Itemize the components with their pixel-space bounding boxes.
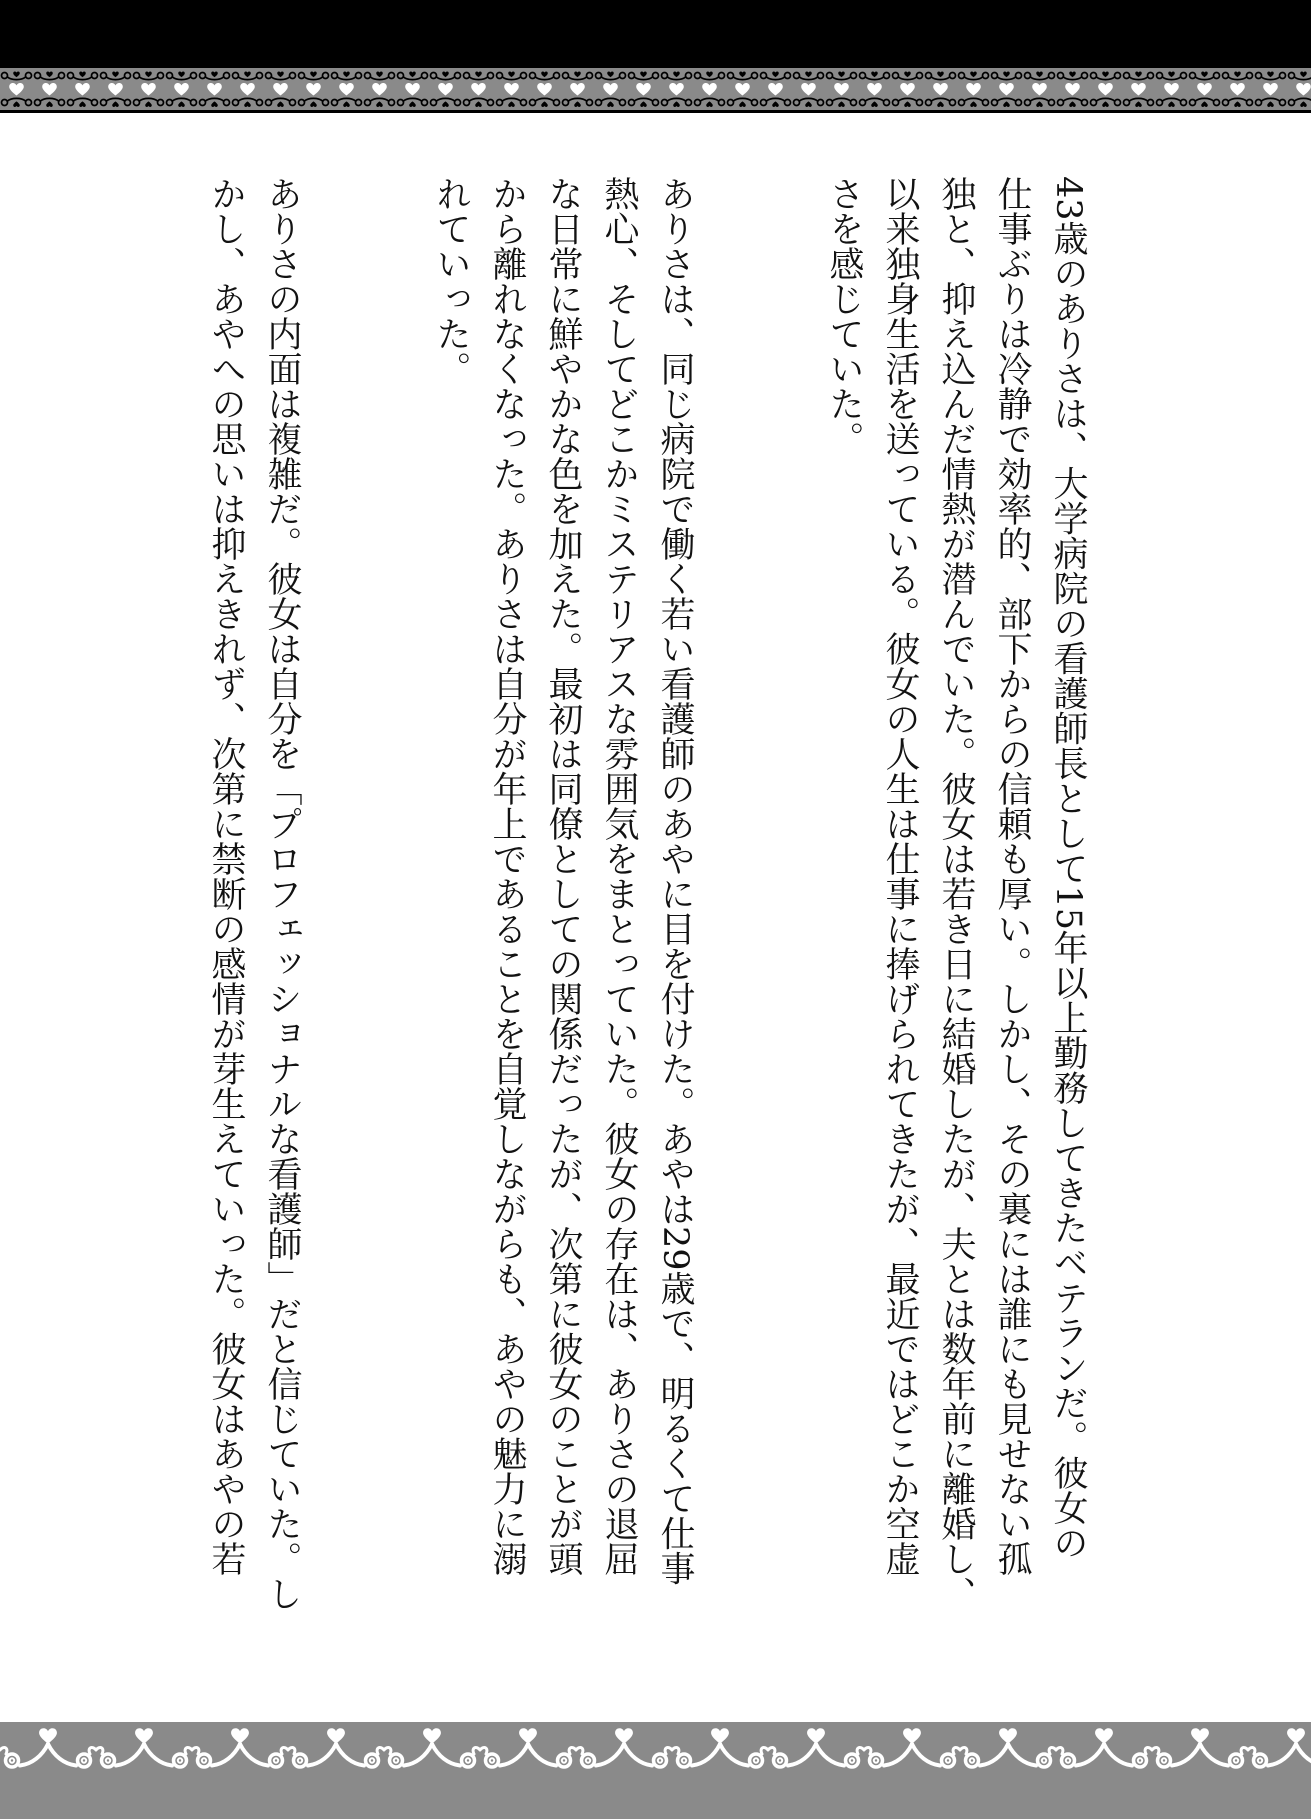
text-line: 43歳のありさは、大学病院の看護師長として15年以上勤務してきたベテランだ。彼女の (1048, 176, 1088, 1561)
text-line: から離れなくなった。ありさは自分が年上であることを自覚しながらも、あやの魅力に溺 (487, 176, 527, 1576)
heart-flourish-border-icon (0, 1722, 1311, 1819)
paragraph-1 (816, 176, 1096, 1626)
text-line: ありさは、同じ病院で働く若い看護師のあやに目を付けた。あやは29歳で、明るくて仕事 (655, 176, 695, 1586)
text-line: 以来独身生活を送っている。彼女の人生は仕事に捧げられてきたが、最近ではどこか空虚 (880, 176, 920, 1576)
paragraph-3 (198, 176, 310, 1626)
paragraph-2 (423, 176, 703, 1626)
text-line: な日常に鮮やかな色を加えた。最初は同僚としての関係だったが、次第に彼女のことが頭 (543, 176, 583, 1576)
text-line: 独と、抑え込んだ情熱が潜んでいた。彼女は若き日に結婚したが、夫とは数年前に離婚し、 (936, 176, 976, 1611)
text-line: ありさの内面は複雑だ。彼女は自分を「プロフェッショナルな看護師」だと信じていた。し (262, 176, 302, 1611)
story-text (198, 176, 1096, 1626)
top-ornament-border (0, 68, 1311, 113)
top-black-bar (0, 0, 1311, 68)
heart-scroll-border-icon (0, 68, 1311, 113)
bottom-ornament-border (0, 1722, 1311, 1819)
text-line: さを感じていた。 (824, 176, 864, 456)
text-line: れていった。 (431, 176, 471, 386)
text-line: かし、あやへの思いは抑えきれず、次第に禁断の感情が芽生えていった。彼女はあやの若 (206, 176, 246, 1576)
text-line: 熱心、そしてどこかミステリアスな雰囲気をまとっていた。彼女の存在は、ありさの退屈 (599, 176, 639, 1576)
text-line: 仕事ぶりは冷静で効率的、部下からの信頼も厚い。しかし、その裏には誰にも見せない孤 (992, 176, 1032, 1576)
